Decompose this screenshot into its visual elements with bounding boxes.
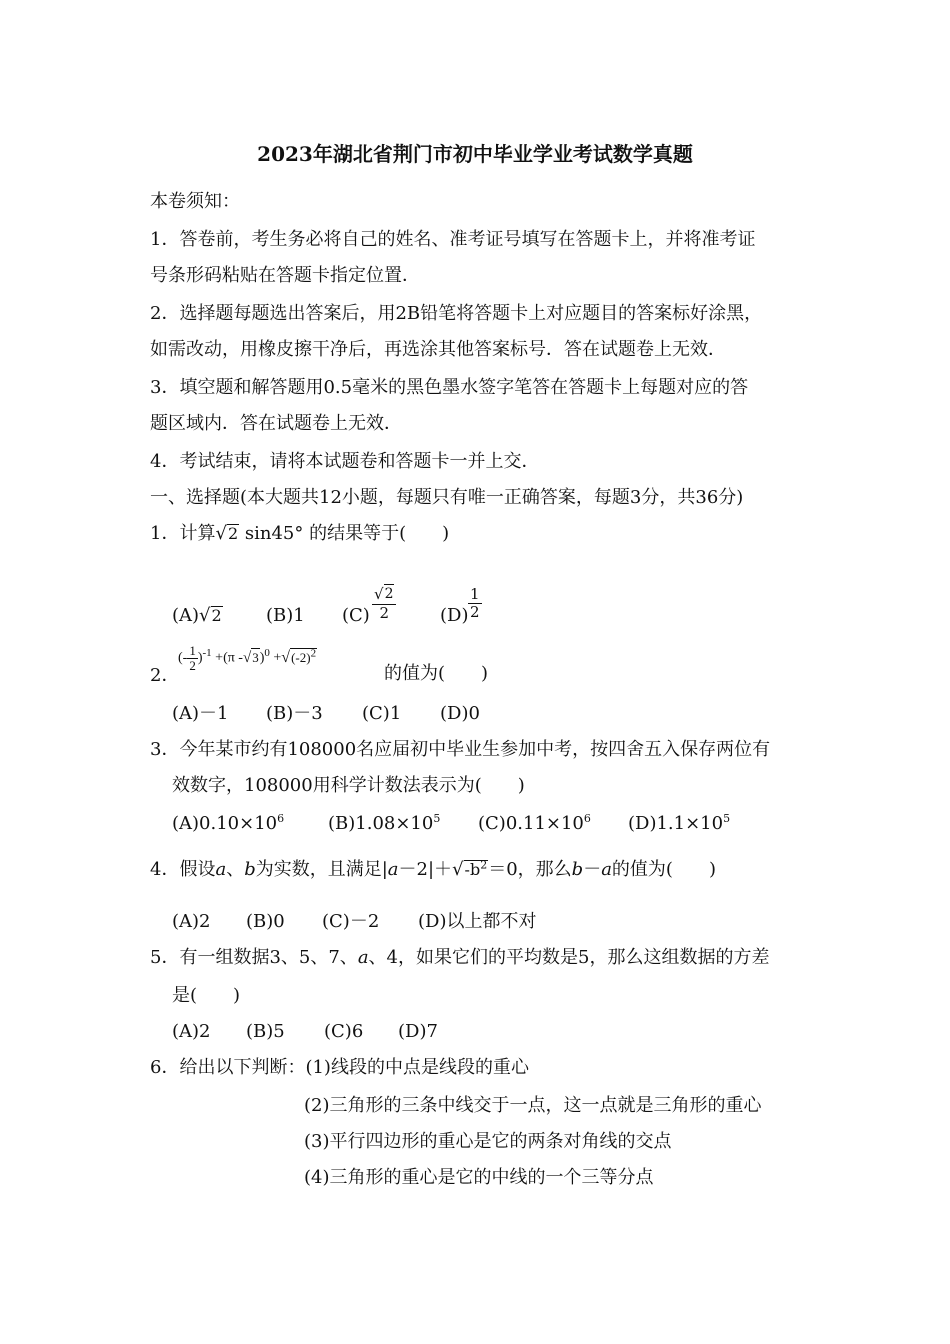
section-heading: 一、选择题(本大题共12小题，每题只有唯一正确答案，每题3分，共36分) [150, 487, 744, 508]
notice-line-6: 题区域内．答在试题卷上无效． [150, 413, 402, 434]
question-1 [150, 522, 449, 546]
q2-prefix: 2． [150, 665, 180, 686]
q1-option-d: (D) [440, 605, 469, 626]
q3-option-b: $(B)1.08\times 10^5$ [328, 812, 441, 834]
q2-option-d: (D)0 [440, 703, 480, 724]
notice-line-7: 4．考试结束，请将本试题卷和答题卡一并上交． [150, 451, 540, 472]
q6-line-2: (2)三角形的三条中线交于一点，这一点就是三角形的重心 [304, 1095, 762, 1116]
q3-line-1: 3．今年某市约有108000名应届初中毕业生参加中考，按四舍五入保存两位有 [150, 739, 771, 760]
q1-option-b: (B)1 [266, 605, 305, 626]
q3-line-2: 效数字，108000用科学计数法表示为( ) [172, 775, 525, 796]
notice-line-4: 如需改动，用橡皮擦干净后，再选涂其他答案标号．答在试题卷上无效． [150, 339, 726, 360]
notice-line-2: 号条形码粘贴在答题卡指定位置． [150, 265, 420, 286]
q5-option-a: (A)2 [172, 1021, 211, 1042]
q1-option-d-fraction: $\frac{1}{2}$ [470, 585, 480, 621]
q4-sqrt: √ $-b^2$ [452, 858, 488, 880]
q3-option-a: $(A)0.10\times 10^6$ [172, 812, 285, 834]
q5-option-d: (D)7 [398, 1021, 438, 1042]
notice-line-3: 2．选择题每题选出答案后，用2B铅笔将答题卡上对应题目的答案标好涂黑， [150, 303, 763, 324]
q3-option-d: $(D)1.1\times 10^5$ [628, 812, 731, 834]
q4-option-c: (C)－2 [322, 911, 380, 932]
sqrt-symbol: √ 2 [215, 523, 239, 544]
notice-line-5: 3．填空题和解答题用0.5毫米的黑色墨水签字笔答在答题卡上每题对应的答 [150, 377, 749, 398]
q6-line-4: (4)三角形的重心是它的中线的一个三等分点 [304, 1167, 654, 1188]
question-4: 4．假设a、b为实数，且满足|a－2|＋ √ $-b^2$ ＝0，那么b－a的值为( ) [150, 858, 716, 880]
q1-suffix: 的结果等于( ) [309, 523, 450, 544]
q1-sin: sin45° [244, 523, 304, 544]
q5-line-1: 5．有一组数据3、5、7、a、4，如果它们的平均数是5，那么这组数据的方差 [150, 947, 770, 968]
notice-heading: 本卷须知： [150, 191, 240, 212]
q2-option-a: (A)－1 [172, 703, 229, 724]
q5-option-c: (C)6 [324, 1021, 364, 1042]
q6-line-3: (3)平行四边形的重心是它的两条对角线的交点 [304, 1131, 672, 1152]
q5-line-2: 是( ) [172, 985, 241, 1006]
q5-option-b: (B)5 [246, 1021, 285, 1042]
q6-line-1: 6．给出以下判断：(1)线段的中点是线段的重心 [150, 1057, 529, 1078]
q1-option-c: (C) [342, 605, 370, 626]
q2-option-c: (C)1 [362, 703, 402, 724]
q2-option-b: (B)－3 [266, 703, 323, 724]
q4-option-d: (D)以上都不对 [418, 911, 537, 932]
q1-prefix: 1．计算 [150, 523, 216, 544]
notice-line-1: 1．答卷前，考生务必将自己的姓名、准考证号填写在答题卡上，并将准考证 [150, 229, 756, 250]
q2-suffix: 的值为( ) [384, 663, 489, 684]
q4-option-a: (A)2 [172, 911, 211, 932]
q3-option-c: $(C)0.11\times 10^6$ [478, 812, 591, 834]
q4-option-b: (B)0 [246, 911, 285, 932]
q1-option-c-fraction: √ 2 2 [372, 584, 396, 622]
page-title: 2023年湖北省荆门市初中毕业学业考试数学真题 [257, 142, 693, 166]
q2-expression: (- $\frac{1}{2}$ )$^{-1}$ +(π - √ 3 )$^0$ + √ $(-2)^2$ [178, 643, 317, 673]
q1-option-a: (A) √ 2 [172, 605, 222, 626]
